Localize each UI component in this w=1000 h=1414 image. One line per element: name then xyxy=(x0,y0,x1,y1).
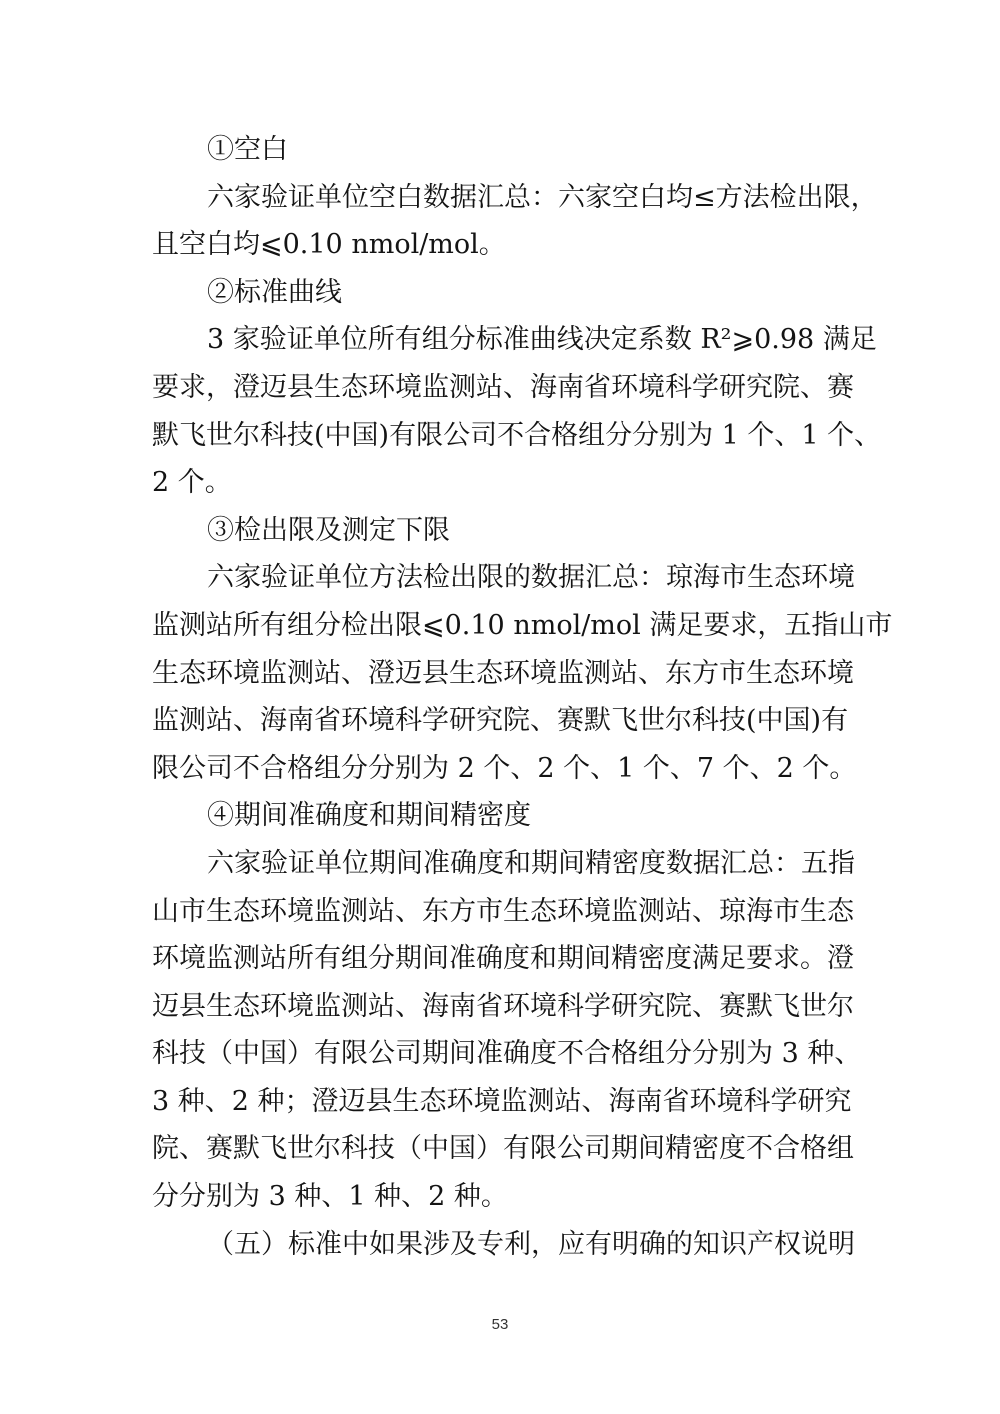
text-line: ③检出限及测定下限 xyxy=(207,514,450,546)
text-line: 且空白均⩽0.10 nmol/mol。 xyxy=(152,229,506,261)
text-line: 环境监测站所有组分期间准确度和期间精密度满足要求。澄 xyxy=(152,943,854,975)
text-line: 要求，澄迈县生态环境监测站、海南省环境科学研究院、赛 xyxy=(152,371,854,403)
text-line: 3 种、2 种；澄迈县生态环境监测站、海南省环境科学研究 xyxy=(152,1085,852,1117)
page-number: 53 xyxy=(491,1316,509,1333)
text-line: 山市生态环境监测站、东方市生态环境监测站、琼海市生态 xyxy=(152,895,854,927)
text-line: 六家验证单位空白数据汇总：六家空白均≤方法检出限， xyxy=(207,181,878,213)
text-line: ①空白 xyxy=(207,134,288,165)
text-line: 监测站、海南省环境科学研究院、赛默飞世尔科技(中国)有 xyxy=(152,705,849,737)
text-line: ④期间准确度和期间精密度 xyxy=(207,800,531,832)
text-line: 六家验证单位方法检出限的数据汇总：琼海市生态环境 xyxy=(207,562,855,594)
text-line: 科技（中国）有限公司期间准确度不合格组分分别为 3 种、 xyxy=(152,1038,862,1070)
text-line: 生态环境监测站、澄迈县生态环境监测站、东方市生态环境 xyxy=(152,657,854,689)
text-line: 院、赛默飞世尔科技（中国）有限公司期间精密度不合格组 xyxy=(152,1133,854,1165)
text-line: （五）标准中如果涉及专利，应有明确的知识产权说明 xyxy=(207,1228,855,1260)
text-line: 2 个。 xyxy=(152,467,232,499)
text-line: 六家验证单位期间准确度和期间精密度数据汇总：五指 xyxy=(207,847,855,879)
text-line: 3 家验证单位所有组分标准曲线决定系数 R²⩾0.98 满足 xyxy=(207,324,877,356)
text-line: 限公司不合格组分分别为 2 个、2 个、1 个、7 个、2 个。 xyxy=(152,752,857,784)
text-line: 默飞世尔科技(中国)有限公司不合格组分分别为 1 个、1 个、 xyxy=(152,419,882,451)
body-text xyxy=(152,126,893,1268)
text-line: 迈县生态环境监测站、海南省环境科学研究院、赛默飞世尔 xyxy=(152,990,854,1022)
text-line: 监测站所有组分检出限⩽0.10 nmol/mol 满足要求，五指山市 xyxy=(152,609,893,641)
text-line: 分分别为 3 种、1 种、2 种。 xyxy=(152,1181,508,1213)
text-line: ②标准曲线 xyxy=(207,276,342,308)
